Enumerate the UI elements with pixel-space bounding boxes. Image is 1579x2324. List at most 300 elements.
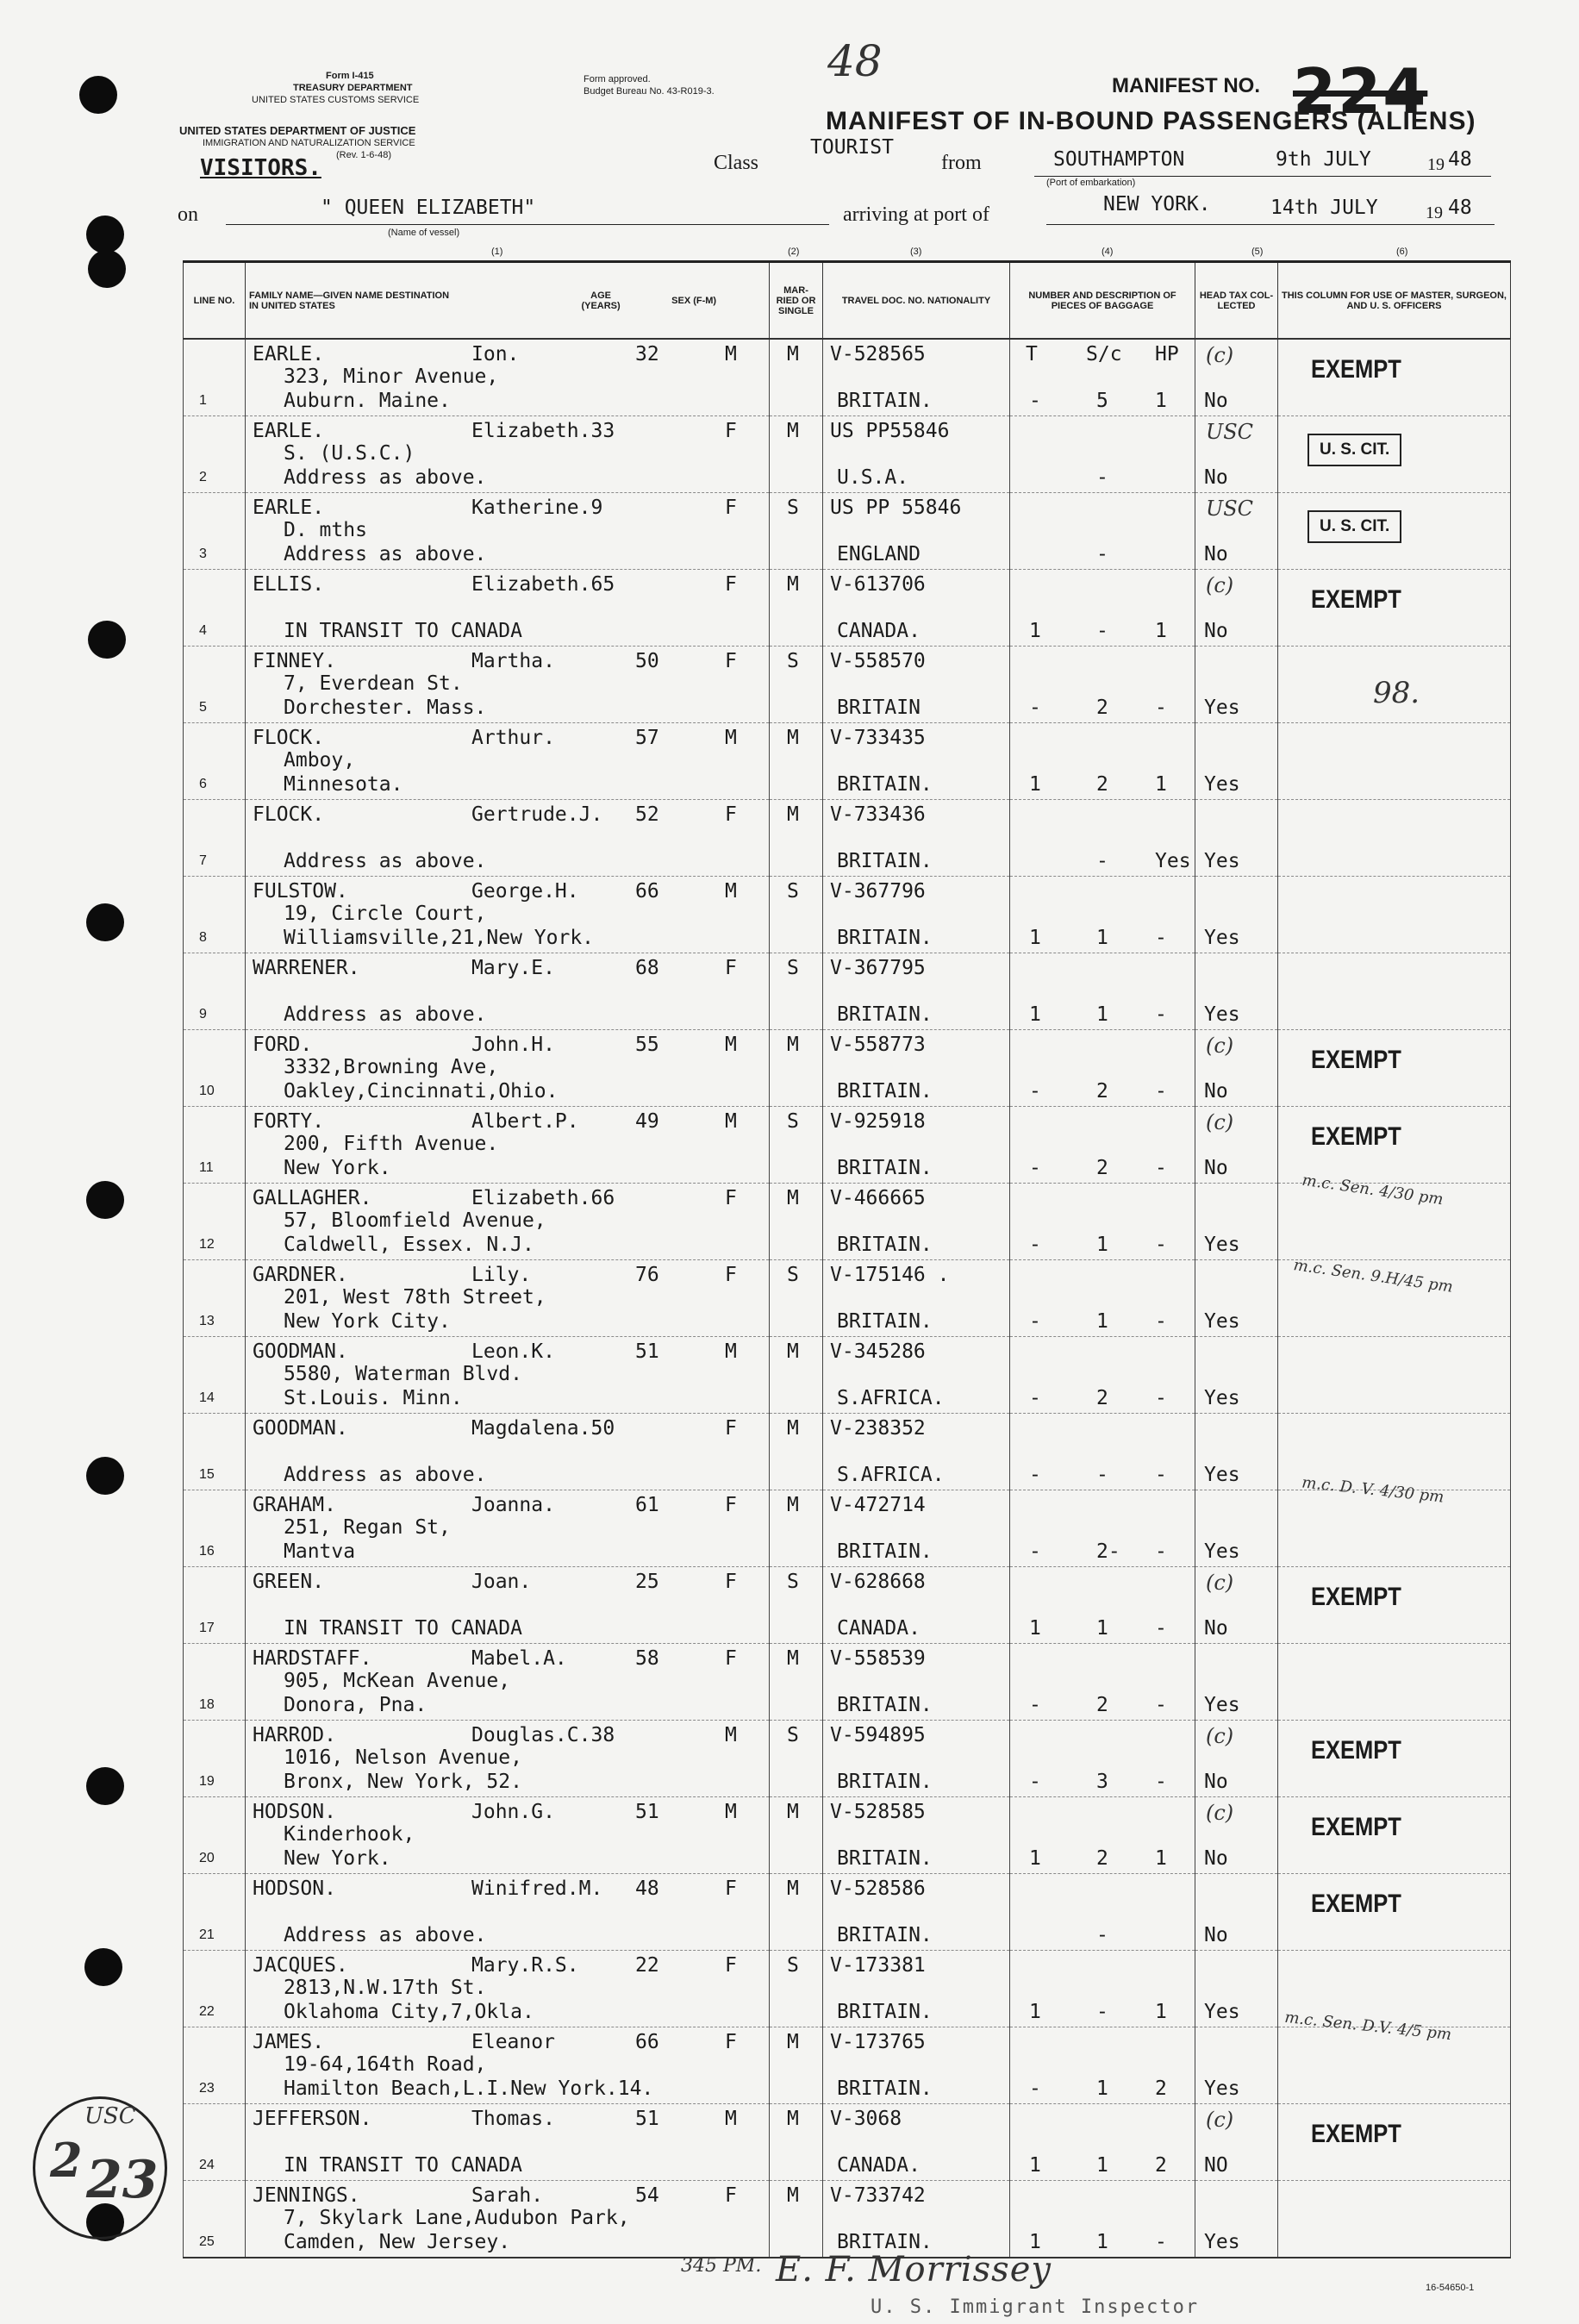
- baggage-count-sc: 1: [1096, 927, 1108, 949]
- family-name: GRAHAM.: [253, 1494, 336, 1516]
- punch-hole: [88, 250, 126, 288]
- baggage-count-t: 1: [1029, 1003, 1041, 1026]
- address-line-1: 2813,N.W.17th St.: [284, 1977, 487, 1999]
- exempt-stamp: EXEMPT: [1311, 1046, 1401, 1074]
- baggage-count-t: -: [1029, 1157, 1041, 1179]
- family-name: JEFFERSON.: [253, 2108, 372, 2130]
- table-row: [184, 647, 1511, 723]
- nationality: BRITAIN.: [837, 1157, 933, 1179]
- family-name: FLOCK.: [253, 803, 325, 826]
- col-header-officers: THIS COLUMN FOR USE OF MASTER, SURGEON, AND U. S. OFFICERS: [1278, 262, 1511, 340]
- col-number-5: (5): [1251, 247, 1264, 257]
- left-margin-usc: USC: [84, 2103, 136, 2129]
- baggage-cell: [1010, 800, 1195, 877]
- col-header-headtax: HEAD TAX COL-LECTED: [1195, 262, 1278, 340]
- officers-cell: [1278, 1490, 1511, 1567]
- baggage-count-sc: 1: [1096, 1617, 1108, 1640]
- class-value: TOURIST: [810, 136, 894, 159]
- marital-cell: [770, 1644, 823, 1721]
- marital-status: M: [787, 1340, 799, 1363]
- col-number-4: (4): [1102, 247, 1114, 257]
- given-name: Elizabeth.66: [471, 1187, 615, 1209]
- age-value: 58: [635, 1647, 659, 1670]
- sex-value: F: [725, 2031, 737, 2053]
- baggage-cell: [1010, 1030, 1195, 1107]
- travel-doc-cell: [823, 339, 1010, 416]
- line-number: 10: [199, 1084, 215, 1098]
- age-value: 52: [635, 803, 659, 826]
- travel-doc-number: V-613706: [830, 573, 926, 596]
- officers-cell: [1278, 1644, 1511, 1721]
- baggage-cell: [1010, 1721, 1195, 1797]
- family-name: WARRENER.: [253, 957, 360, 979]
- head-tax-cell: [1195, 1797, 1278, 1874]
- age-value: 51: [635, 1801, 659, 1823]
- line-number: 16: [199, 1544, 215, 1559]
- baggage-count-t: 1: [1029, 927, 1041, 949]
- officers-cell: [1278, 1567, 1511, 1644]
- travel-doc-cell: [823, 1490, 1010, 1567]
- line-number: 12: [199, 1237, 215, 1252]
- baggage-type-t: T: [1026, 343, 1038, 365]
- address-line-2: Mantva: [284, 1540, 356, 1563]
- baggage-cell: [1010, 2027, 1195, 2104]
- family-name: ELLIS.: [253, 573, 325, 596]
- col-header-name: [246, 262, 770, 340]
- age-value: 51: [635, 2108, 659, 2130]
- nationality: BRITAIN.: [837, 1694, 933, 1716]
- name-cell: [246, 953, 770, 1030]
- marital-cell: [770, 570, 823, 647]
- travel-doc-number: V-345286: [830, 1340, 926, 1363]
- left-margin-23: 23: [86, 2150, 159, 2210]
- arriving-date: 14th JULY: [1270, 197, 1378, 219]
- address-line-1: S. (U.S.C.): [284, 442, 415, 465]
- baggage-count-sc: 2: [1096, 1847, 1108, 1870]
- punch-hole: [88, 621, 126, 659]
- travel-doc-cell: [823, 1874, 1010, 1951]
- given-name: Katherine.9: [471, 497, 603, 519]
- address-line-2: Dorchester. Mass.: [284, 697, 487, 719]
- exempt-stamp: EXEMPT: [1311, 1583, 1401, 1611]
- head-tax-value: No: [1204, 1617, 1228, 1640]
- family-name: GARDNER.: [253, 1264, 348, 1286]
- punch-hole: [86, 216, 124, 253]
- line-number: 19: [199, 1774, 215, 1789]
- age-value: 66: [635, 2031, 659, 2053]
- nationality: BRITAIN.: [837, 1847, 933, 1870]
- travel-doc-number: V-367795: [830, 957, 926, 979]
- age-value: 54: [635, 2184, 659, 2207]
- line-no-cell: [184, 416, 246, 493]
- sex-value: M: [725, 1801, 737, 1823]
- baggage-count-sc: -: [1096, 466, 1108, 489]
- baggage-count-sc: 2: [1096, 773, 1108, 796]
- sex-value: M: [725, 343, 737, 365]
- marital-status: M: [787, 1417, 799, 1440]
- travel-doc-number: V-472714: [830, 1494, 926, 1516]
- baggage-count-hp: 2: [1155, 2077, 1167, 2100]
- line-no-cell: [184, 570, 246, 647]
- time-handwritten: 345 PM.: [681, 2255, 762, 2277]
- travel-doc-number: V-733436: [830, 803, 926, 826]
- officers-cell: [1278, 1874, 1511, 1951]
- baggage-count-sc: 2: [1096, 1694, 1108, 1716]
- head-tax-value: No: [1204, 1080, 1228, 1103]
- table-row: [184, 877, 1511, 953]
- head-tax-cell: [1195, 2027, 1278, 2104]
- baggage-count-hp: -: [1155, 697, 1167, 719]
- marital-status: M: [787, 2108, 799, 2130]
- baggage-cell: [1010, 1567, 1195, 1644]
- name-cell: [246, 493, 770, 570]
- treasury-dept: TREASURY DEPARTMENT: [293, 83, 413, 93]
- baggage-count-sc: 1: [1096, 2154, 1108, 2177]
- travel-doc-number: V-173765: [830, 2031, 926, 2053]
- head-tax-cell: [1195, 2181, 1278, 2258]
- col-header-travel: TRAVEL DOC. NO. NATIONALITY: [823, 262, 1010, 340]
- head-tax-cell: [1195, 647, 1278, 723]
- baggage-count-hp: -: [1155, 2231, 1167, 2253]
- given-name: George.H.: [471, 880, 579, 903]
- address-line-2: Hamilton Beach,L.I.New York.14.: [284, 2077, 654, 2100]
- table-row: [184, 1337, 1511, 1414]
- address-line-1: Amboy,: [284, 749, 356, 772]
- col-number-2: (2): [788, 247, 800, 257]
- marital-cell: [770, 953, 823, 1030]
- page-number-handwritten: 48: [827, 36, 883, 86]
- line-number: 2: [199, 470, 207, 484]
- name-cell: [246, 570, 770, 647]
- marital-cell: [770, 1414, 823, 1490]
- marital-cell: [770, 493, 823, 570]
- baggage-count-t: -: [1029, 1310, 1041, 1333]
- baggage-count-sc: 3: [1096, 1771, 1108, 1793]
- head-tax-value: Yes: [1204, 927, 1240, 949]
- travel-doc-cell: [823, 647, 1010, 723]
- address-line-2: Address as above.: [284, 850, 487, 872]
- line-no-cell: [184, 1414, 246, 1490]
- sex-value: F: [725, 1954, 737, 1977]
- age-value: 61: [635, 1494, 659, 1516]
- name-cell: [246, 1030, 770, 1107]
- line-number: 6: [199, 777, 207, 791]
- address-line-2: Address as above.: [284, 466, 487, 489]
- print-code: 16-54650-1: [1426, 2283, 1475, 2293]
- name-cell: [246, 1721, 770, 1797]
- head-tax-cell: [1195, 2104, 1278, 2181]
- baggage-count-t: -: [1029, 1540, 1041, 1563]
- from-year-prefix: 19: [1427, 155, 1445, 174]
- officers-cell: [1278, 1337, 1511, 1414]
- given-name: Sarah.: [471, 2184, 544, 2207]
- officers-cell: [1278, 723, 1511, 800]
- head-tax-value: Yes: [1204, 697, 1240, 719]
- travel-doc-cell: [823, 1184, 1010, 1260]
- line-no-cell: [184, 2027, 246, 2104]
- baggage-count-t: -: [1029, 697, 1041, 719]
- age-value: 51: [635, 1340, 659, 1363]
- travel-doc-cell: [823, 2027, 1010, 2104]
- given-name: Joan.: [471, 1571, 532, 1593]
- travel-doc-cell: [823, 877, 1010, 953]
- exempt-stamp: EXEMPT: [1311, 1122, 1401, 1151]
- line-number: 13: [199, 1314, 215, 1328]
- table-row: [184, 1721, 1511, 1797]
- head-tax-cell: [1195, 1490, 1278, 1567]
- nationality: BRITAIN.: [837, 1771, 933, 1793]
- marital-status: M: [787, 1877, 799, 1900]
- punch-hole: [86, 1181, 124, 1219]
- family-name: JENNINGS.: [253, 2184, 360, 2207]
- family-name: HARROD.: [253, 1724, 336, 1746]
- nationality: BRITAIN.: [837, 1924, 933, 1946]
- head-tax-mark: (c): [1206, 1724, 1234, 1748]
- address-line-2: Oklahoma City,7,Okla.: [284, 2001, 534, 2023]
- baggage-count-hp: -: [1155, 1080, 1167, 1103]
- line-no-cell: [184, 1721, 246, 1797]
- given-name: Martha.: [471, 650, 555, 672]
- given-name: Arthur.: [471, 727, 555, 749]
- sex-value: F: [725, 1187, 737, 1209]
- baggage-count-hp: -: [1155, 1387, 1167, 1409]
- baggage-cell: [1010, 877, 1195, 953]
- head-tax-cell: [1195, 723, 1278, 800]
- travel-doc-cell: [823, 1030, 1010, 1107]
- head-tax-cell: [1195, 1567, 1278, 1644]
- head-tax-value: Yes: [1204, 2231, 1240, 2253]
- travel-doc-number: V-3068: [830, 2108, 902, 2130]
- from-port: SOUTHAMPTON: [1053, 148, 1185, 171]
- baggage-cell: [1010, 723, 1195, 800]
- sex-value: F: [725, 957, 737, 979]
- head-tax-cell: [1195, 570, 1278, 647]
- given-name: Mabel.A.: [471, 1647, 567, 1670]
- address-line-1: 57, Bloomfield Avenue,: [284, 1209, 546, 1232]
- us-citizen-stamp: U. S. CIT.: [1308, 434, 1401, 466]
- travel-doc-number: V-925918: [830, 1110, 926, 1133]
- age-value: 68: [635, 957, 659, 979]
- col-header-line-no: LINE NO.: [184, 262, 246, 340]
- baggage-cell: [1010, 1184, 1195, 1260]
- travel-doc-cell: [823, 1337, 1010, 1414]
- family-name: GREEN.: [253, 1571, 325, 1593]
- marital-status: M: [787, 727, 799, 749]
- officers-cell: [1278, 2027, 1511, 2104]
- baggage-count-t: 1: [1029, 2001, 1041, 2023]
- baggage-count-hp: -: [1155, 927, 1167, 949]
- given-name: Elizabeth.65: [471, 573, 615, 596]
- line-number: 3: [199, 547, 207, 561]
- line-no-cell: [184, 493, 246, 570]
- marital-status: S: [787, 650, 799, 672]
- exempt-stamp: EXEMPT: [1311, 355, 1401, 384]
- nationality: S.AFRICA.: [837, 1387, 945, 1409]
- exempt-stamp: EXEMPT: [1311, 2120, 1401, 2148]
- officers-cell: [1278, 1797, 1511, 1874]
- baggage-cell: [1010, 1797, 1195, 1874]
- sex-value: M: [725, 1340, 737, 1363]
- line-number: 21: [199, 1927, 215, 1942]
- line-no-cell: [184, 1337, 246, 1414]
- table-row: [184, 1644, 1511, 1721]
- col-number-3: (3): [910, 247, 922, 257]
- line-number: 22: [199, 2004, 215, 2019]
- line-no-cell: [184, 877, 246, 953]
- travel-doc-number: V-173381: [830, 1954, 926, 1977]
- address-line-2: New York.: [284, 1847, 391, 1870]
- head-tax-value: NO: [1204, 2154, 1228, 2177]
- head-tax-value: Yes: [1204, 1540, 1240, 1563]
- vessel-caption: (Name of vessel): [388, 228, 460, 238]
- baggage-cell: [1010, 1951, 1195, 2027]
- baggage-cell: [1010, 953, 1195, 1030]
- officers-cell: [1278, 647, 1511, 723]
- marital-status: M: [787, 1187, 799, 1209]
- table-row: [184, 2027, 1511, 2104]
- baggage-count-hp: 2: [1155, 2154, 1167, 2177]
- given-name: Ion.: [471, 343, 520, 365]
- sex-value: M: [725, 2108, 737, 2130]
- marital-cell: [770, 1874, 823, 1951]
- address-line-2: St.Louis. Minn.: [284, 1387, 463, 1409]
- name-cell: [246, 1951, 770, 2027]
- marital-cell: [770, 1337, 823, 1414]
- line-no-cell: [184, 1490, 246, 1567]
- head-tax-mark: (c): [1206, 1110, 1234, 1134]
- marital-cell: [770, 1107, 823, 1184]
- address-line-2: Address as above.: [284, 1003, 487, 1026]
- name-cell: [246, 416, 770, 493]
- travel-doc-number: V-367796: [830, 880, 926, 903]
- marital-status: M: [787, 1647, 799, 1670]
- table-row: [184, 570, 1511, 647]
- baggage-count-hp: 1: [1155, 773, 1167, 796]
- name-cell: [246, 339, 770, 416]
- given-name: Mary.E.: [471, 957, 555, 979]
- table-row: [184, 2104, 1511, 2181]
- given-name: Gertrude.J.: [471, 803, 603, 826]
- vessel-underline: [226, 224, 829, 225]
- travel-doc-number: V-558570: [830, 650, 926, 672]
- head-tax-mark: USC: [1206, 497, 1254, 521]
- family-name: EARLE.: [253, 343, 325, 365]
- family-name: FLOCK.: [253, 727, 325, 749]
- baggage-count-hp: 1: [1155, 620, 1167, 642]
- marital-status: S: [787, 880, 799, 903]
- family-name: FORD.: [253, 1034, 313, 1056]
- from-label: from: [941, 152, 982, 174]
- age-value: 25: [635, 1571, 659, 1593]
- ins-service: IMMIGRATION AND NATURALIZATION SERVICE: [203, 138, 415, 148]
- sex-value: F: [725, 1494, 737, 1516]
- travel-doc-number: V-733742: [830, 2184, 926, 2207]
- marital-cell: [770, 2181, 823, 2258]
- baggage-count-sc: -: [1096, 2001, 1108, 2023]
- baggage-count-t: -: [1029, 1080, 1041, 1103]
- marital-status: S: [787, 497, 799, 519]
- nationality: BRITAIN.: [837, 927, 933, 949]
- travel-doc-cell: [823, 493, 1010, 570]
- us-citizen-stamp: U. S. CIT.: [1308, 510, 1401, 543]
- sex-value: M: [725, 1724, 737, 1746]
- baggage-cell: [1010, 339, 1195, 416]
- head-tax-cell: [1195, 953, 1278, 1030]
- line-number: 5: [199, 700, 207, 715]
- marital-status: M: [787, 573, 799, 596]
- nationality: BRITAIN.: [837, 1540, 933, 1563]
- table-row: [184, 493, 1511, 570]
- head-tax-cell: [1195, 416, 1278, 493]
- baggage-count-hp: -: [1155, 1464, 1167, 1486]
- baggage-cell: [1010, 1107, 1195, 1184]
- line-no-cell: [184, 723, 246, 800]
- marital-cell: [770, 1260, 823, 1337]
- col-header-sex: SEX (F-M): [671, 295, 717, 306]
- table-row: [184, 1797, 1511, 1874]
- baggage-count-hp: 1: [1155, 390, 1167, 412]
- baggage-count-t: 1: [1029, 1847, 1041, 1870]
- marital-cell: [770, 1184, 823, 1260]
- address-line-2: IN TRANSIT TO CANADA: [284, 620, 522, 642]
- line-number: 7: [199, 853, 207, 868]
- baggage-type-sc: S/c: [1086, 343, 1122, 365]
- age-value: 55: [635, 1034, 659, 1056]
- col-header-name-label: FAMILY NAME—GIVEN NAME DESTINATION IN UNITED STATES: [249, 290, 450, 311]
- baggage-count-hp: -: [1155, 1157, 1167, 1179]
- table-row: [184, 1184, 1511, 1260]
- table-row: [184, 2181, 1511, 2258]
- nationality: BRITAIN.: [837, 1310, 933, 1333]
- nationality: BRITAIN.: [837, 2077, 933, 2100]
- head-tax-value: Yes: [1204, 850, 1240, 872]
- age-value: 76: [635, 1264, 659, 1286]
- baggage-count-sc: 2: [1096, 1387, 1108, 1409]
- address-line-1: 905, McKean Avenue,: [284, 1670, 511, 1692]
- given-name: Douglas.C.38: [471, 1724, 615, 1746]
- head-tax-value: No: [1204, 1157, 1228, 1179]
- travel-doc-cell: [823, 1644, 1010, 1721]
- baggage-count-sc: 1: [1096, 2077, 1108, 2100]
- table-row: [184, 723, 1511, 800]
- baggage-cell: [1010, 647, 1195, 723]
- head-tax-cell: [1195, 1414, 1278, 1490]
- marital-cell: [770, 800, 823, 877]
- marital-status: S: [787, 1954, 799, 1977]
- officers-cell: [1278, 800, 1511, 877]
- baggage-count-sc: 1: [1096, 2231, 1108, 2253]
- line-number: 25: [199, 2234, 215, 2249]
- address-line-2: Bronx, New York, 52.: [284, 1771, 522, 1793]
- marital-cell: [770, 1721, 823, 1797]
- line-no-cell: [184, 339, 246, 416]
- baggage-cell: [1010, 1337, 1195, 1414]
- form-number: Form I-415: [326, 71, 374, 81]
- family-name: GOODMAN.: [253, 1417, 348, 1440]
- address-line-2: Address as above.: [284, 543, 487, 565]
- name-cell: [246, 1644, 770, 1721]
- manifest-no-label: MANIFEST NO.: [1112, 74, 1260, 97]
- on-label: on: [178, 203, 198, 226]
- age-value: 32: [635, 343, 659, 365]
- name-cell: [246, 1414, 770, 1490]
- punch-hole: [86, 1767, 124, 1805]
- head-tax-value: No: [1204, 1847, 1228, 1870]
- line-no-cell: [184, 1644, 246, 1721]
- family-name: FINNEY.: [253, 650, 336, 672]
- address-line-1: Kinderhook,: [284, 1823, 415, 1846]
- line-no-cell: [184, 1107, 246, 1184]
